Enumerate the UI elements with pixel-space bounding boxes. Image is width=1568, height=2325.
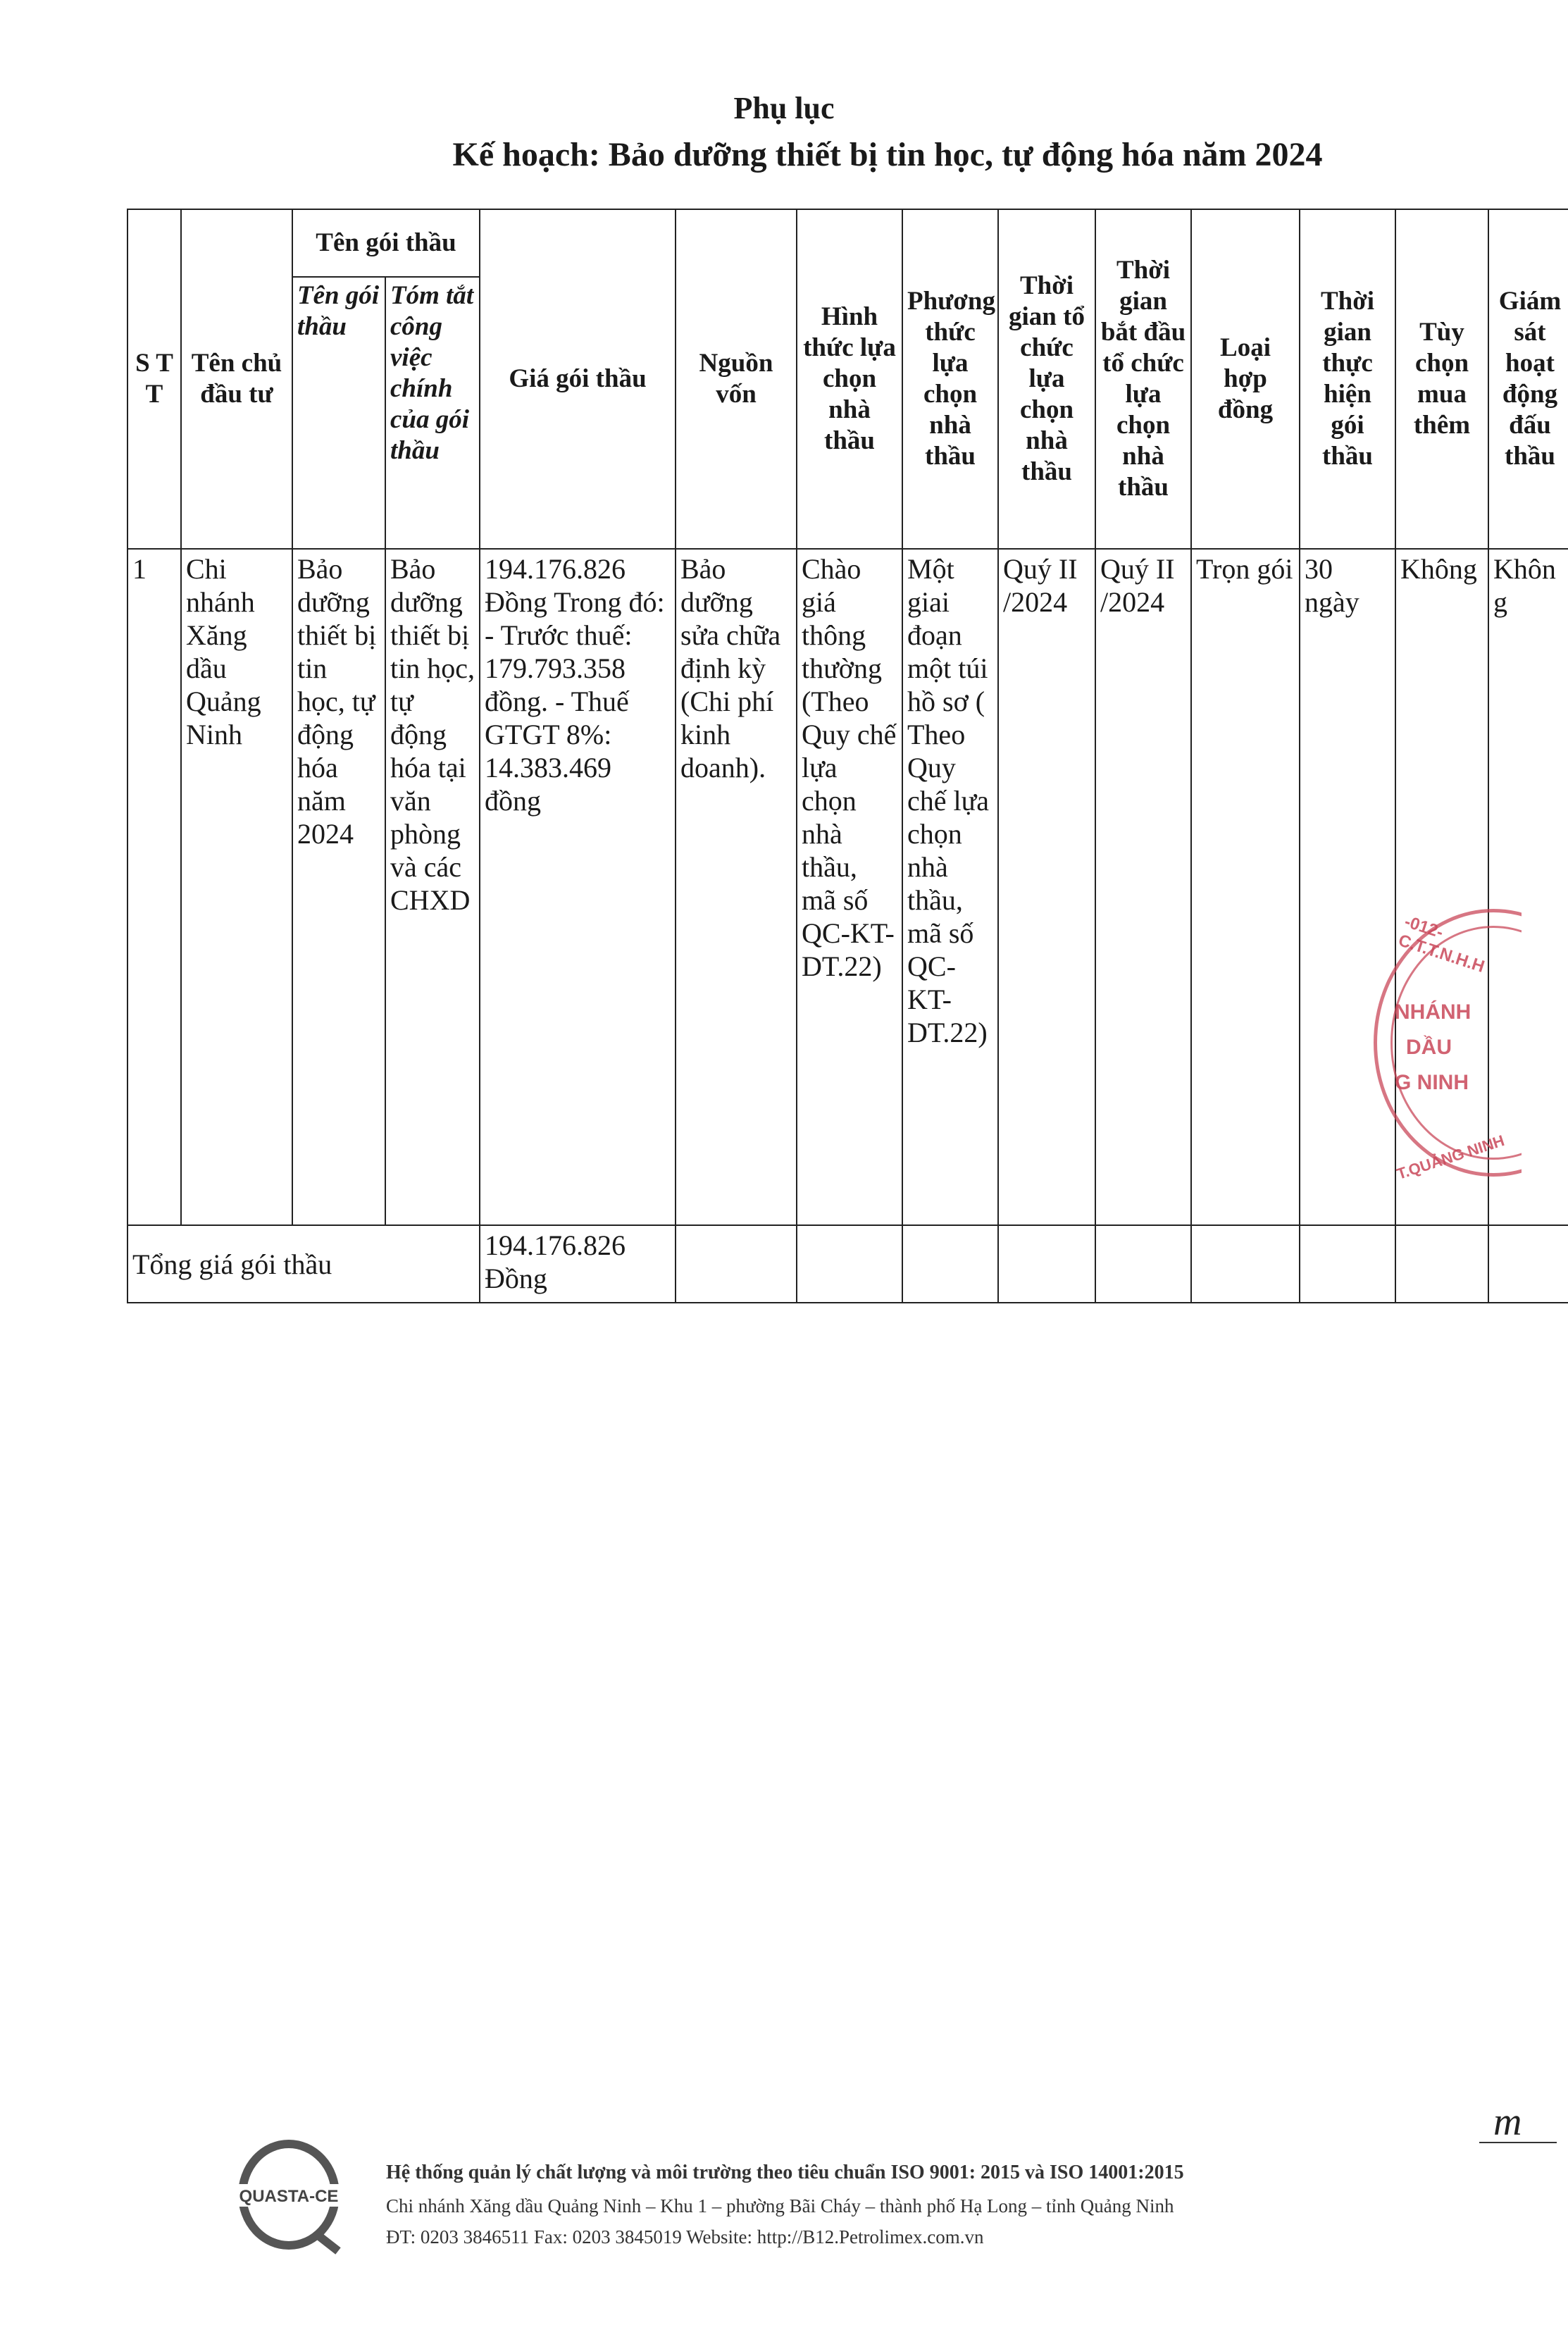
cell-supervision: Không	[1488, 549, 1568, 1225]
stamp-text-line: G NINH	[1395, 1071, 1469, 1094]
stamp-text-line: NHÁNH	[1395, 1000, 1471, 1024]
stamp-text-line: DẦU	[1406, 1036, 1452, 1059]
cell-price: 194.176.826 Đồng Trong đó: - Trước thuế: 179.793.358 đồng. - Thuế GTGT 8%: 14.383.469 đồng	[480, 549, 676, 1225]
total-label: Tổng giá gói thầu	[127, 1225, 480, 1303]
total-row	[127, 1225, 1568, 1303]
cell-org-time: Quý II /2024	[998, 549, 1095, 1225]
header-supervision: Giám sát hoạt động đấu thầu	[1488, 209, 1568, 549]
header-investor: Tên chủ đầu tư	[181, 209, 292, 549]
header-duration: Thời gian thực hiện gói thầu	[1300, 209, 1395, 549]
header-selection-method: Phương thức lựa chọn nhà thầu	[902, 209, 998, 549]
appendix-title: Phụ lục	[733, 91, 835, 125]
cell-contract-type: Trọn gói	[1191, 549, 1300, 1225]
stamp-code-text: -012-C.T.T.N.H.H	[1395, 912, 1487, 976]
empty-cell	[676, 1225, 797, 1303]
header-package-name: Tên gói thầu	[292, 277, 385, 549]
cell-selection-method: Một giai đoạn một túi hồ sơ ( Theo Quy chế lựa chọn nhà thầu, mã số QC-KT-DT.22)	[902, 549, 998, 1225]
cell-funding: Bảo dưỡng sửa chữa định kỳ (Chi phí kinh doanh).	[676, 549, 797, 1225]
cell-stt: 1	[127, 549, 181, 1225]
header-funding: Nguồn vốn	[676, 209, 797, 549]
header-price: Giá gói thầu	[480, 209, 676, 549]
footer-iso-line: Hệ thống quản lý chất lượng và môi trường theo tiêu chuẩn ISO 9001: 2015 và ISO 14001:2015	[386, 2162, 1184, 2183]
header-stt: S T T	[127, 209, 181, 549]
empty-cell	[797, 1225, 902, 1303]
empty-cell	[1300, 1225, 1395, 1303]
empty-cell	[1395, 1225, 1488, 1303]
cell-investor: Chi nhánh Xăng dầu Quảng Ninh	[181, 549, 292, 1225]
cell-duration: 30 ngày	[1300, 549, 1395, 1225]
header-start-time: Thời gian bắt đầu tổ chức lựa chọn nhà thầu	[1095, 209, 1191, 549]
company-stamp	[1374, 909, 1522, 1191]
header-org-time: Thời gian tổ chức lựa chọn nhà thầu	[998, 209, 1095, 549]
cell-selection-form: Chào giá thông thường (Theo Quy chế lựa chọn nhà thầu, mã số QC-KT-DT.22)	[797, 549, 902, 1225]
header-package-summary: Tóm tắt công việc chính của gói thầu	[385, 277, 480, 549]
plan-title: Kế hoạch: Bảo dưỡng thiết bị tin học, tự động hóa năm 2024	[452, 136, 1323, 173]
empty-cell	[1095, 1225, 1191, 1303]
empty-cell	[998, 1225, 1095, 1303]
header-contract-type: Loại hợp đồng	[1191, 209, 1300, 549]
initials-signature: m	[1493, 2100, 1522, 2144]
empty-cell	[1488, 1225, 1568, 1303]
header-selection-form: Hình thức lựa chọn nhà thầu	[797, 209, 902, 549]
initials-underline	[1479, 2142, 1557, 2143]
stamp-bottom-text: T.QUẢNG NINH	[1394, 1132, 1507, 1183]
footer-address-line: Chi nhánh Xăng dầu Quảng Ninh – Khu 1 – phường Bãi Cháy – thành phố Hạ Long – tỉnh Quảng Ninh	[386, 2195, 1174, 2216]
cell-option: Không	[1395, 549, 1488, 1225]
bidding-plan-table	[127, 209, 1568, 1303]
cell-start-time: Quý II /2024	[1095, 549, 1191, 1225]
header-option: Tùy chọn mua thêm	[1395, 209, 1488, 549]
total-value: 194.176.826 Đồng	[480, 1225, 676, 1303]
logo-text: QUASTA-CE	[239, 2187, 339, 2206]
empty-cell	[1191, 1225, 1300, 1303]
cell-package-summary: Bảo dưỡng thiết bị tin học, tự động hóa tại văn phòng và các CHXD	[385, 549, 480, 1225]
footer-contact-line: ĐT: 0203 3846511 Fax: 0203 3845019 Website: http://B12.Petrolimex.com.vn	[386, 2226, 984, 2248]
quasta-ce-logo-icon	[232, 2135, 345, 2255]
table-row	[127, 549, 1568, 1225]
empty-cell	[902, 1225, 998, 1303]
header-package-group: Tên gói thầu	[292, 209, 480, 277]
cell-package-name: Bảo dưỡng thiết bị tin học, tự động hóa năm 2024	[292, 549, 385, 1225]
